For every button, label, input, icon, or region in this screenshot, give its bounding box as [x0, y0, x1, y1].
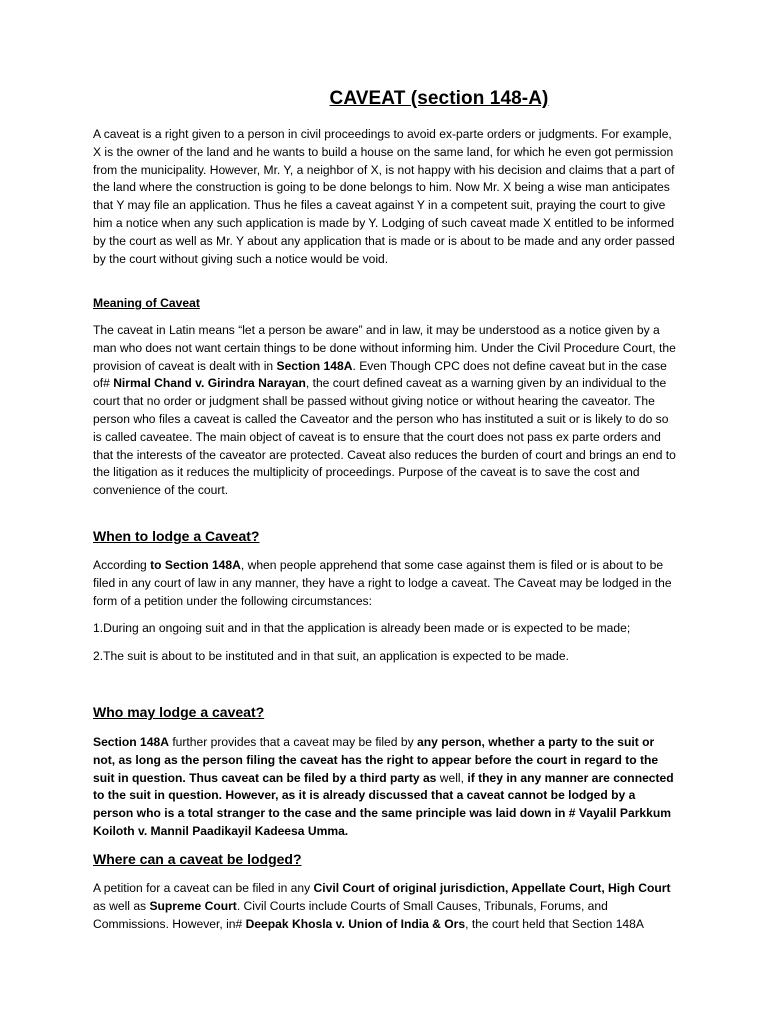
where-bold-2: Supreme Court	[149, 898, 237, 913]
meaning-bold-1: Section 148A	[276, 358, 353, 373]
who-text-2: well,	[436, 770, 468, 785]
who-bold-3: if they in any manner are connected to the suit in question. However, as it is already discussed that a caveat cannot be lodged by a person who is a total stranger to the case and the same principle was laid down in # Vayalil Parkkum Koiloth v. Mannil Paadikayil Kadeesa Umma.	[93, 770, 674, 838]
when-text-2: , when people apprehend that some case against them is filed or is about to be filed in any court of law in any manner, they have a right to lodge a caveat. The Caveat may be lodged in the form of a petition under the following circumstances:	[93, 558, 672, 608]
meaning-text-3: , the court defined caveat as a warning given by an individual to the court that no order or judgment shall be passed without giving notice or without hearing the caveator. The person who files a caveat is called the Caveator and the person who has instituted a suit or is likely to do so is called caveatee. The main object of caveat is to ensure that the court does not pass ex parte orders and that the interests of the caveator are protected. Caveat also reduces the burden of court and brings an end to the litigation as it reduces the multiplicity of proceedings. Purpose of the caveat is to save the cost and convenience of the court.	[93, 376, 676, 498]
where-text-3: . Civil Courts include Courts of Small Causes, Tribunals, Forums, and Commissions. However, in#	[93, 898, 608, 931]
meaning-heading: Meaning of Caveat	[93, 296, 200, 310]
who-bold-1: Section 148A	[93, 735, 169, 749]
page-title: CAVEAT (section 148-A)	[329, 88, 549, 109]
when-list-item-1: 1.During an ongoing suit and in that the application is already been made or is expected to be made;	[93, 621, 631, 635]
when-list-item-2: 2.The suit is about to be instituted and in that suit, an application is expected to be made.	[93, 649, 569, 663]
who-heading: Who may lodge a caveat?	[93, 704, 265, 720]
intro-paragraph: A caveat is a right given to a person in civil proceedings to avoid ex-parte orders or judgments. For example, X is the owner of the land and he wants to build a house on the same land, for which he even got permission from the municipality. However, Mr. Y, a neighbor of X, is not happy with his decision and claims that a part of the land where the construction is going to be done belongs to him. Now Mr. X being a wise man anticipates that Y may file an application. Thus he files a caveat against Y in a competent suit, praying the court to give him a notice when any such application is made by Y. Lodging of such caveat made X entitled to be informed by the court as well as Mr. Y about any application that is made or is about to be made and any order passed by the court without giving such a notice would be void.	[93, 127, 675, 266]
where-heading: Where can a caveat be lodged?	[93, 851, 302, 867]
meaning-text-1: The caveat in Latin means “let a person be aware” and in law, it may be understood as a notice given by a man who does not want certain things to be done without informing him. Under the Civil Procedure Court, the provision of caveat is dealt with in	[93, 323, 676, 373]
where-text-2: as well as	[93, 898, 150, 913]
when-paragraph	[93, 557, 679, 610]
where-paragraph	[93, 880, 679, 933]
meaning-paragraph	[93, 322, 679, 500]
who-text-1: further provides that a caveat may be filed by	[168, 735, 418, 749]
meaning-text-2: . Even Though CPC does not define caveat but in the case of#	[93, 358, 667, 391]
where-bold-3: Deepak Khosla v. Union of India & Ors	[245, 916, 466, 931]
meaning-bold-2: Nirmal Chand v. Girindra Narayan	[113, 376, 306, 391]
when-text-1: According	[93, 558, 151, 572]
who-paragraph	[93, 734, 679, 841]
where-bold-1: Civil Court of original jurisdiction, Appellate Court, High Court	[313, 881, 671, 895]
where-text-1: A petition for a caveat can be filed in any	[93, 881, 314, 895]
where-text-4: , the court held that Section 148A	[465, 916, 644, 931]
when-bold-1: to Section 148A	[150, 558, 241, 572]
who-bold-2: any person, whether a party to the suit or not, as long as the person filing the caveat has the right to appear before the court in regard to the suit in question. Thus caveat can be filed by a third party as	[93, 735, 659, 785]
when-heading: When to lodge a Caveat?	[93, 528, 260, 544]
